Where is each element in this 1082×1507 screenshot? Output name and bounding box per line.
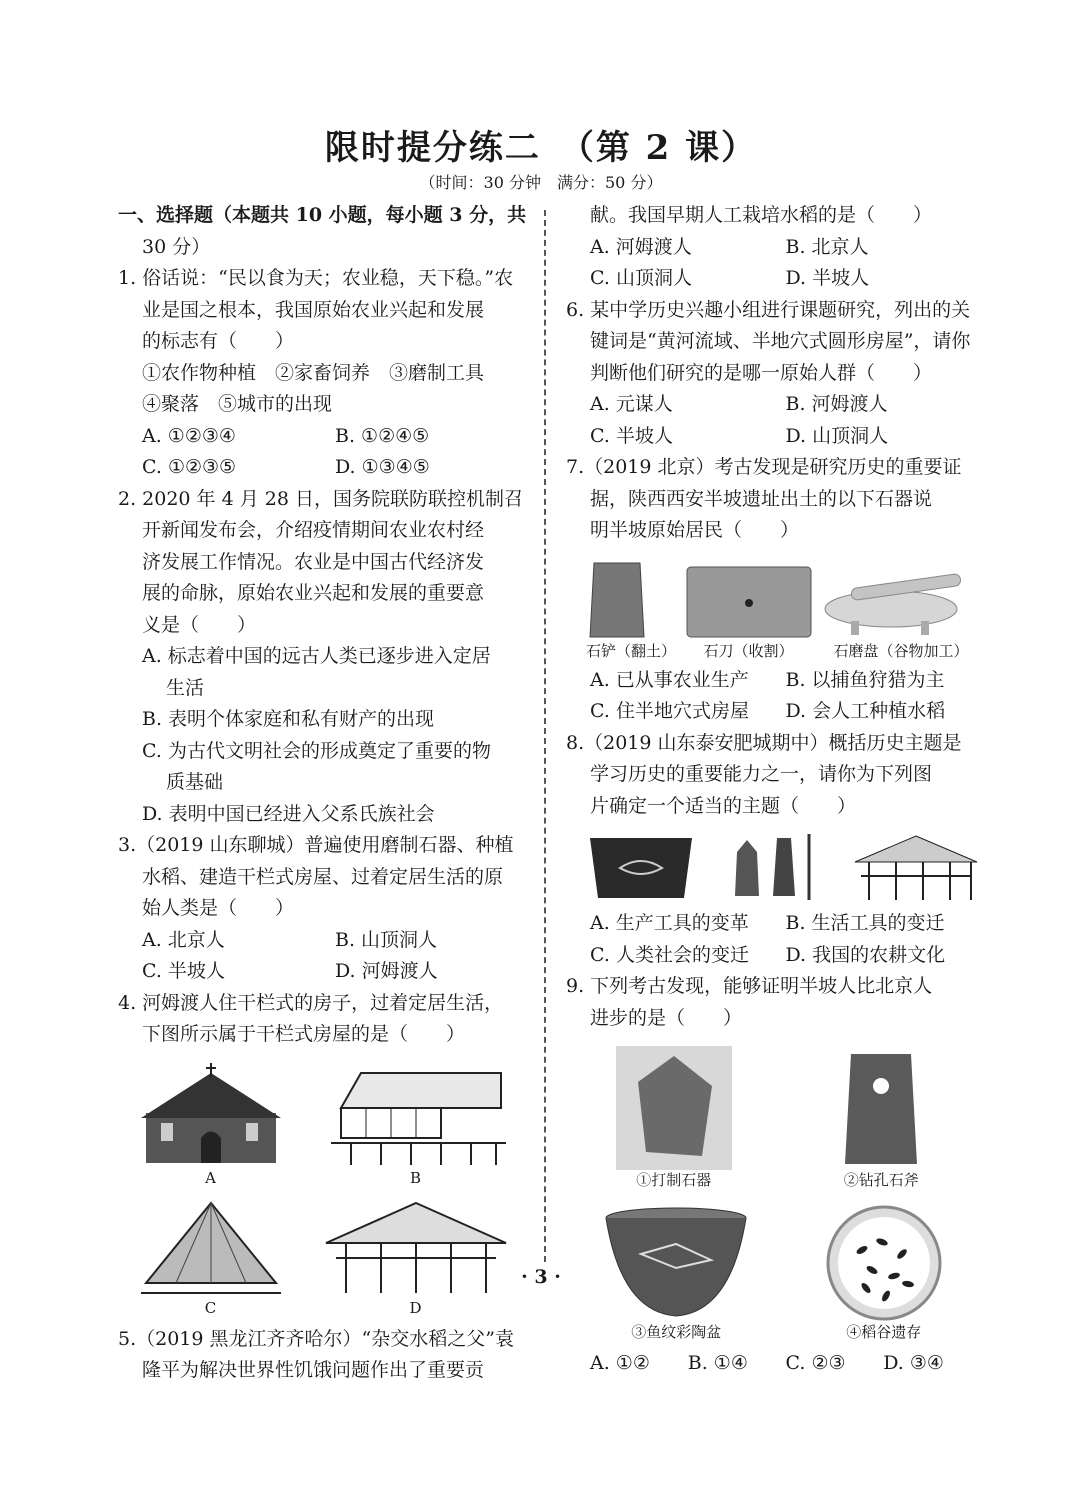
- q3-option-b[interactable]: B. 山顶洞人: [335, 928, 438, 951]
- q8-option-b[interactable]: B. 生活工具的变迁: [785, 912, 945, 934]
- q9-options: [566, 1348, 981, 1380]
- q2-stem: 开新闻发布会，介绍疫情期间农业农村经: [142, 519, 485, 541]
- section-heading: 一、选择题（本题共 10 小题，每小题 3 分，共: [118, 204, 527, 226]
- q4-figures-row1: [118, 1063, 528, 1188]
- q7-figures: [566, 559, 981, 661]
- exam-time-info: （时间：30 分钟 满分：50 分）: [419, 173, 663, 192]
- q6-option-d[interactable]: D. 山顶洞人: [785, 424, 889, 447]
- q9-figure-1: [616, 1046, 732, 1190]
- drilled-stone-axe-image: [831, 1046, 931, 1170]
- q6-option-b[interactable]: B. 河姆渡人: [785, 393, 888, 415]
- q9-caption-4: ④稻谷遗存: [846, 1323, 922, 1341]
- q9-caption-3: ③鱼纹彩陶盆: [631, 1323, 722, 1341]
- stilt-hut-image: [851, 832, 981, 902]
- q2-stem: 义是（ ）: [142, 613, 257, 636]
- q5-stem: 5.（2019 黑龙江齐齐哈尔）“杂交水稻之父”袁: [118, 1327, 514, 1350]
- q4-caption-a: A: [205, 1168, 216, 1187]
- q9-caption-1: ①打制石器: [636, 1171, 712, 1189]
- q7-option-d[interactable]: D. 会人工种植水稻: [785, 700, 946, 722]
- q8-option-c[interactable]: C. 人类社会的变迁: [590, 943, 749, 966]
- q7-stem: 据，陕西西安半坡遗址出土的以下石器说: [590, 487, 933, 510]
- q2-stem: 展的命脉，原始农业兴起和发展的重要意: [142, 582, 485, 604]
- q3-stem: 3.（2019 山东聊城）普遍使用磨制石器、种植: [118, 834, 514, 856]
- q2-option-d[interactable]: D. 表明中国已经进入父系氏族社会: [142, 802, 435, 825]
- q3-options: [118, 925, 528, 957]
- stone-shovel-image: [586, 559, 648, 641]
- chipped-stone-image: [616, 1046, 732, 1170]
- q5-option-a[interactable]: A. 河姆渡人: [590, 235, 692, 258]
- q8-stem: 学习历史的重要能力之一，请你为下列图: [590, 763, 933, 785]
- q5-stem: 献。我国早期人工栽培水稻的是（ ）: [590, 204, 933, 226]
- q4-figures-row2: [118, 1198, 528, 1318]
- grinding-stone-image: [821, 563, 981, 641]
- q1-option-c[interactable]: C. ①②③⑤: [142, 456, 237, 478]
- bone-tools-image: [729, 832, 819, 902]
- q3-options: [118, 956, 528, 988]
- q3-option-c[interactable]: C. 半坡人: [142, 960, 225, 982]
- q1-stem: 业是国之根本，我国原始农业兴起和发展: [142, 298, 485, 321]
- q2-option-c-cont: 质基础: [166, 771, 224, 793]
- q7-figure-stone-knife: [685, 563, 813, 661]
- q5-option-c[interactable]: C. 山顶洞人: [590, 267, 692, 289]
- q9-stem: 进步的是（ ）: [590, 1006, 743, 1029]
- q7-caption-knife: 石刀（收割）: [703, 641, 794, 660]
- q9-option-a[interactable]: A. ①②: [590, 1352, 650, 1374]
- rice-grains-image: [822, 1204, 946, 1322]
- q7-option-a[interactable]: A. 已从事农业生产: [590, 668, 749, 691]
- church-house-image: [136, 1063, 286, 1168]
- q7-caption-grinding: 石磨盘（谷物加工）: [833, 641, 969, 660]
- q6-stem: 6. 某中学历史兴趣小组进行课题研究，列出的关: [566, 298, 971, 321]
- q2-option-a[interactable]: A. 标志着中国的远古人类已逐步进入定居: [142, 645, 491, 667]
- section-heading-cont: 30 分）: [142, 235, 211, 258]
- q4-stem: 下图所示属于干栏式房屋的是（ ）: [142, 1023, 466, 1045]
- q9-option-c[interactable]: C. ②③: [785, 1352, 846, 1374]
- q8-stem: 片确定一个适当的主题（ ）: [590, 794, 857, 817]
- q9-option-b[interactable]: B. ①④: [687, 1352, 748, 1374]
- q9-figures-row1: [566, 1046, 981, 1190]
- stilt-house-image: [321, 1063, 511, 1168]
- q4-figure-b: [321, 1063, 511, 1188]
- q2-stem: 2. 2020 年 4 月 28 日，国务院联防联控机制召: [118, 487, 523, 510]
- q2-option-c[interactable]: C. 为古代文明社会的形成奠定了重要的物: [142, 739, 491, 762]
- q5-option-d[interactable]: D. 半坡人: [785, 267, 870, 289]
- q1-option-a[interactable]: A. ①②③④: [142, 424, 236, 447]
- q6-stem: 判断他们研究的是哪一原始人群（ ）: [590, 361, 933, 384]
- q7-option-b[interactable]: B. 以捕鱼狩猎为主: [785, 668, 945, 691]
- q1-stem: 的标志有（ ）: [142, 330, 295, 352]
- fish-pattern-pottery-image: [601, 1204, 751, 1322]
- q3-option-d[interactable]: D. 河姆渡人: [335, 960, 438, 982]
- q7-stem: 7.（2019 北京）考古发现是研究历史的重要证: [566, 456, 962, 478]
- q1-option-b[interactable]: B. ①②④⑤: [335, 424, 430, 447]
- q4-caption-b: B: [409, 1168, 422, 1187]
- q1-stem: 1. 俗话说：“民以食为天；农业稳，天下稳。”农: [118, 267, 514, 289]
- q1-options: [118, 421, 528, 453]
- q1-option-d[interactable]: D. ①③④⑤: [335, 456, 430, 478]
- q7-caption-shovel: 石铲（翻土）: [586, 641, 677, 660]
- q4-caption-d: D: [409, 1298, 422, 1317]
- q5-option-b[interactable]: B. 北京人: [785, 235, 869, 258]
- q7-stem: 明半坡原始居民（ ）: [590, 519, 800, 541]
- q8-options: [566, 908, 981, 940]
- stone-knife-image: [685, 563, 813, 641]
- q6-stem: 键词是“黄河流域、半地穴式圆形房屋”，请你: [590, 330, 971, 352]
- q2-stem: 济发展工作情况。农业是中国古代经济发: [142, 550, 485, 573]
- q6-options: [566, 421, 981, 453]
- q5-options: [566, 263, 981, 295]
- q9-figure-2: [831, 1046, 931, 1190]
- left-column: [118, 200, 528, 1387]
- q9-option-d[interactable]: D. ③④: [883, 1352, 944, 1374]
- page-number: · 3 ·: [521, 1266, 561, 1288]
- q6-option-c[interactable]: C. 半坡人: [590, 424, 673, 447]
- q4-caption-c: C: [204, 1298, 217, 1317]
- black-pottery-image: [586, 832, 696, 902]
- q6-option-a[interactable]: A. 元谋人: [590, 393, 673, 415]
- column-divider: [544, 210, 546, 1262]
- q8-stem: 8.（2019 山东泰安肥城期中）概括历史主题是: [566, 731, 962, 754]
- q1-items: ①农作物种植 ②家畜饲养 ③磨制工具: [142, 361, 485, 384]
- right-column: [566, 200, 981, 1380]
- q3-option-a[interactable]: A. 北京人: [142, 928, 225, 951]
- q9-stem: 9. 下列考古发现，能够证明半坡人比北京人: [566, 975, 933, 997]
- q7-options: [566, 696, 981, 728]
- q7-figure-stone-shovel: [586, 559, 676, 661]
- q5-stem: 隆平为解决世界性饥饿问题作出了重要贡: [142, 1359, 485, 1381]
- q8-option-d[interactable]: D. 我国的农耕文化: [785, 943, 946, 966]
- q8-option-a[interactable]: A. 生产工具的变革: [590, 912, 749, 934]
- q6-options: [566, 389, 981, 421]
- q8-figures: [566, 832, 981, 902]
- q8-options: [566, 940, 981, 972]
- q7-figure-grinding-stone: [821, 563, 981, 661]
- q1-items: ④聚落 ⑤城市的出现: [142, 393, 333, 415]
- q3-stem: 始人类是（ ）: [142, 897, 295, 919]
- q1-options: [118, 452, 528, 484]
- q7-options: [566, 665, 981, 697]
- q4-figure-c: [136, 1198, 286, 1318]
- q4-figure-a: [136, 1063, 286, 1188]
- q4-stem: 4. 河姆渡人住干栏式的房子，过着定居生活，: [118, 991, 504, 1014]
- page-title: 限时提分练二 （第 2 课）: [324, 128, 758, 168]
- q2-option-a-cont: 生活: [166, 676, 205, 699]
- q9-caption-2: ②钻孔石斧: [843, 1171, 919, 1189]
- q4-figure-d: [321, 1198, 511, 1318]
- q2-option-b[interactable]: B. 表明个体家庭和私有财产的出现: [142, 708, 435, 730]
- q5-options: [566, 232, 981, 264]
- q3-stem: 水稻、建造干栏式房屋、过着定居生活的原: [142, 865, 504, 888]
- q7-option-c[interactable]: C. 住半地穴式房屋: [590, 700, 749, 722]
